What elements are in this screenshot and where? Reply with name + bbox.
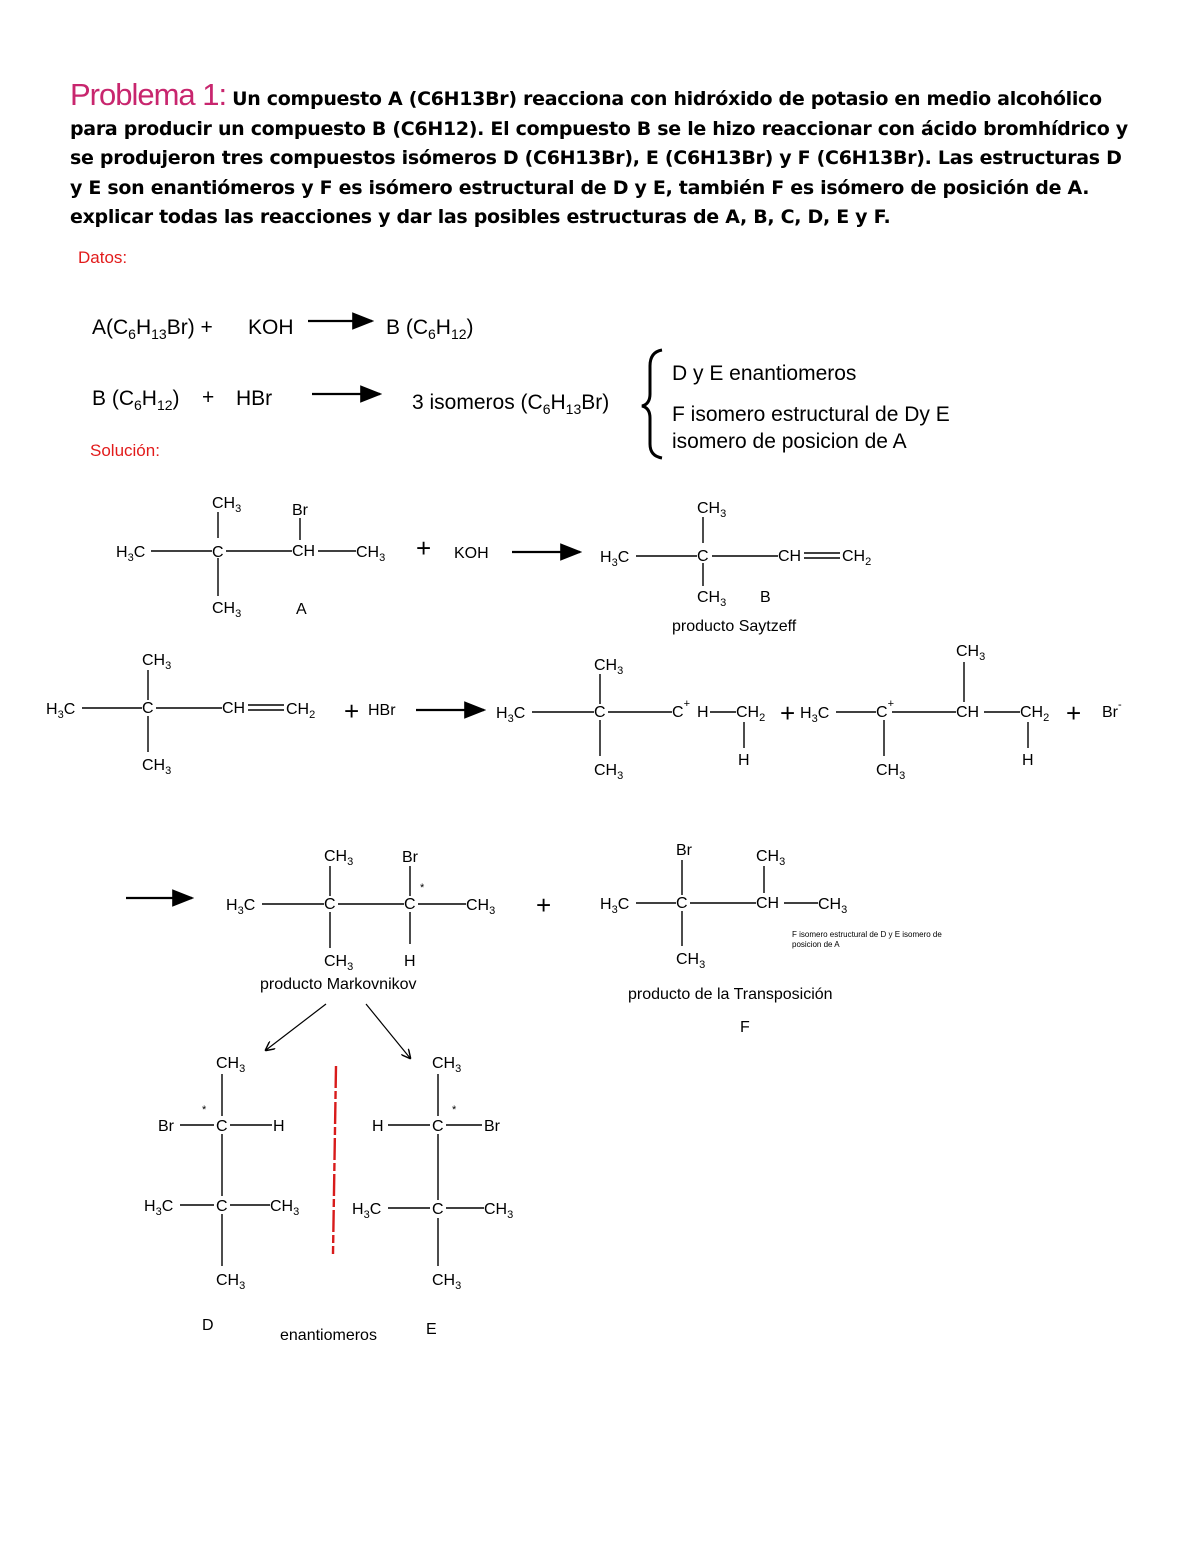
b-ch2: $CH_2$ [842, 548, 872, 568]
problem-text: Un compuesto A (C6H13Br) reacciona con hidróxido de potasio en medio alcohólico para producir un compuesto B (C6H12). El compuesto B se le hizo reaccionar con ácido bromhídrico y se produjeron tres compuestos isómeros D (C6H13Br), E (C6H13Br) y F (C6H13Br). Las estructuras D y E son enantiómeros y F es isómero estructural de D y E, también F es isómero de posición de A. explicar todas las reacciones y dar las posibles estructuras de A, B, C, D, E y F. [70, 88, 1128, 228]
m-br: Br [402, 849, 418, 866]
cc2-h-bottom: H [1022, 752, 1034, 769]
cc2-ch2: $CH_2$ [1020, 704, 1050, 724]
mirror-line [333, 1066, 336, 1254]
eq1-product: B $(C_6H_{12})$ [386, 316, 474, 342]
d-ch3-bottom: $CH_3$ [216, 1272, 246, 1292]
eq1-reagent: KOH [248, 316, 294, 339]
eq2-reagent: HBr [236, 387, 273, 410]
d-star: * [202, 1104, 207, 1116]
label-d: D [202, 1317, 214, 1334]
enantiomeros-label: enantiomeros [280, 1327, 377, 1344]
equation-1 [92, 316, 474, 342]
m-ch3-top: $CH_3$ [324, 848, 354, 868]
f-ch3-top: $CH_3$ [756, 848, 786, 868]
a-ch3-right: $CH_3$ [356, 544, 386, 564]
cc1-cplus: C+ [672, 698, 690, 721]
label-f: F [740, 1019, 750, 1036]
cc1-ch3-top: $CH_3$ [594, 657, 624, 677]
reaction-2 [46, 643, 1122, 782]
datos-heading: Datos: [78, 248, 128, 267]
solucion-heading: Solución: [90, 441, 160, 460]
e-star: * [452, 1104, 457, 1116]
brace-line-3: isomero de posicion de A [672, 430, 907, 453]
m-ch3-right: $CH_3$ [466, 897, 496, 917]
brace [642, 350, 662, 458]
m-c2: C [404, 896, 416, 913]
f-ch: CH [756, 895, 780, 912]
d-br: Br [158, 1118, 174, 1135]
m-c: C [324, 896, 336, 913]
label-b: B [760, 589, 771, 606]
structure-e [352, 1055, 513, 1338]
e-c: C [432, 1118, 444, 1135]
problem-title: Problema 1: [70, 77, 227, 112]
d-ch3-top: $CH_3$ [216, 1055, 246, 1075]
plus-4: + [1066, 698, 1082, 728]
eq2-product: 3 isomeros $(C_6H_{13}Br)$ [412, 391, 610, 417]
transposicion-label: producto de la Transposición [628, 986, 833, 1003]
a-ch: CH [292, 543, 316, 560]
e-ch3-top: $CH_3$ [432, 1055, 462, 1075]
b2-ch3-bottom: $CH_3$ [142, 757, 172, 777]
b2-h3c: $H_3C$ [46, 701, 76, 721]
eq2-left: B $(C_6H_{12})$ [92, 387, 180, 413]
eq2-plus: + [202, 386, 215, 409]
a-ch3-top: $CH_3$ [212, 495, 242, 515]
arrow-to-d [266, 1004, 326, 1050]
arrow-to-e [366, 1004, 410, 1058]
label-e: E [426, 1321, 437, 1338]
saytzeff-label: producto Saytzeff [672, 618, 797, 635]
b-ch3-bottom: $CH_3$ [697, 589, 727, 609]
cc2-ch: CH [956, 704, 980, 721]
cc1-ch3-bottom: $CH_3$ [594, 762, 624, 782]
products [126, 842, 847, 1036]
markovnikov-label: producto Markovnikov [260, 976, 417, 993]
b2-ch3-top: $CH_3$ [142, 652, 172, 672]
d-c2: C [216, 1198, 228, 1215]
a-c: C [212, 544, 224, 561]
b-h3c: $H_3C$ [600, 549, 630, 569]
d-h: H [273, 1118, 285, 1135]
cc1-h: H [697, 704, 709, 721]
f-h3c: $H_3C$ [600, 896, 630, 916]
e-br: Br [484, 1118, 500, 1135]
structure-d [144, 1055, 299, 1334]
b-c: C [697, 548, 709, 565]
f-c: C [676, 895, 688, 912]
f-ch3-right: $CH_3$ [818, 896, 848, 916]
bromide: Br- [1102, 699, 1122, 721]
cc1-c: C [594, 704, 606, 721]
label-a: A [296, 601, 307, 618]
reaction-1 [116, 495, 871, 635]
cc1-h-bottom: H [738, 752, 750, 769]
b-ch: CH [778, 548, 802, 565]
b2-ch2: $CH_2$ [286, 701, 316, 721]
m-star: * [420, 882, 425, 894]
b2-ch: CH [222, 700, 246, 717]
m-h: H [404, 953, 416, 970]
d-h3c: $H_3C$ [144, 1198, 174, 1218]
e-ch3-right: $CH_3$ [484, 1201, 514, 1221]
m-ch3-bottom: $CH_3$ [324, 953, 354, 973]
hbr-reagent: HBr [368, 702, 396, 719]
e-c2: C [432, 1201, 444, 1218]
equation-2 [92, 350, 950, 458]
cc2-ch3-bottom: $CH_3$ [876, 762, 906, 782]
plus-2: + [344, 696, 360, 726]
a-ch3-bottom: $CH_3$ [212, 600, 242, 620]
e-ch3-bottom: $CH_3$ [432, 1272, 462, 1292]
f-br: Br [676, 842, 692, 859]
brace-line-2: F isomero estructural de Dy E [672, 403, 950, 426]
koh-reagent: KOH [454, 545, 489, 562]
d-c: C [216, 1118, 228, 1135]
f-ch3-bottom: $CH_3$ [676, 951, 706, 971]
eq1-left: $A(C_6H_{13}Br)$ + [92, 316, 213, 342]
cc1-ch2: $CH_2$ [736, 704, 766, 724]
cc1-h3c: $H_3C$ [496, 705, 526, 725]
a-br: Br [292, 502, 308, 519]
cc2-cplus: C+ [876, 698, 894, 721]
m-h3c: $H_3C$ [226, 897, 256, 917]
plus-3: + [780, 698, 796, 728]
e-h3c: $H_3C$ [352, 1201, 382, 1221]
e-h: H [372, 1118, 384, 1135]
f-note: F isomero estructural de D y E isomero de posicion de A [792, 930, 942, 949]
cc2-h3c: $H_3C$ [800, 705, 830, 725]
cc2-ch3-top: $CH_3$ [956, 643, 986, 663]
a-h3c: $H_3C$ [116, 544, 146, 564]
d-ch3-right: $CH_3$ [270, 1198, 300, 1218]
b-ch3-top: $CH_3$ [697, 500, 727, 520]
brace-line-1: D y E enantiomeros [672, 362, 857, 385]
plus-5: + [536, 890, 552, 920]
plus-1: + [416, 533, 432, 563]
b2-c: C [142, 700, 154, 717]
